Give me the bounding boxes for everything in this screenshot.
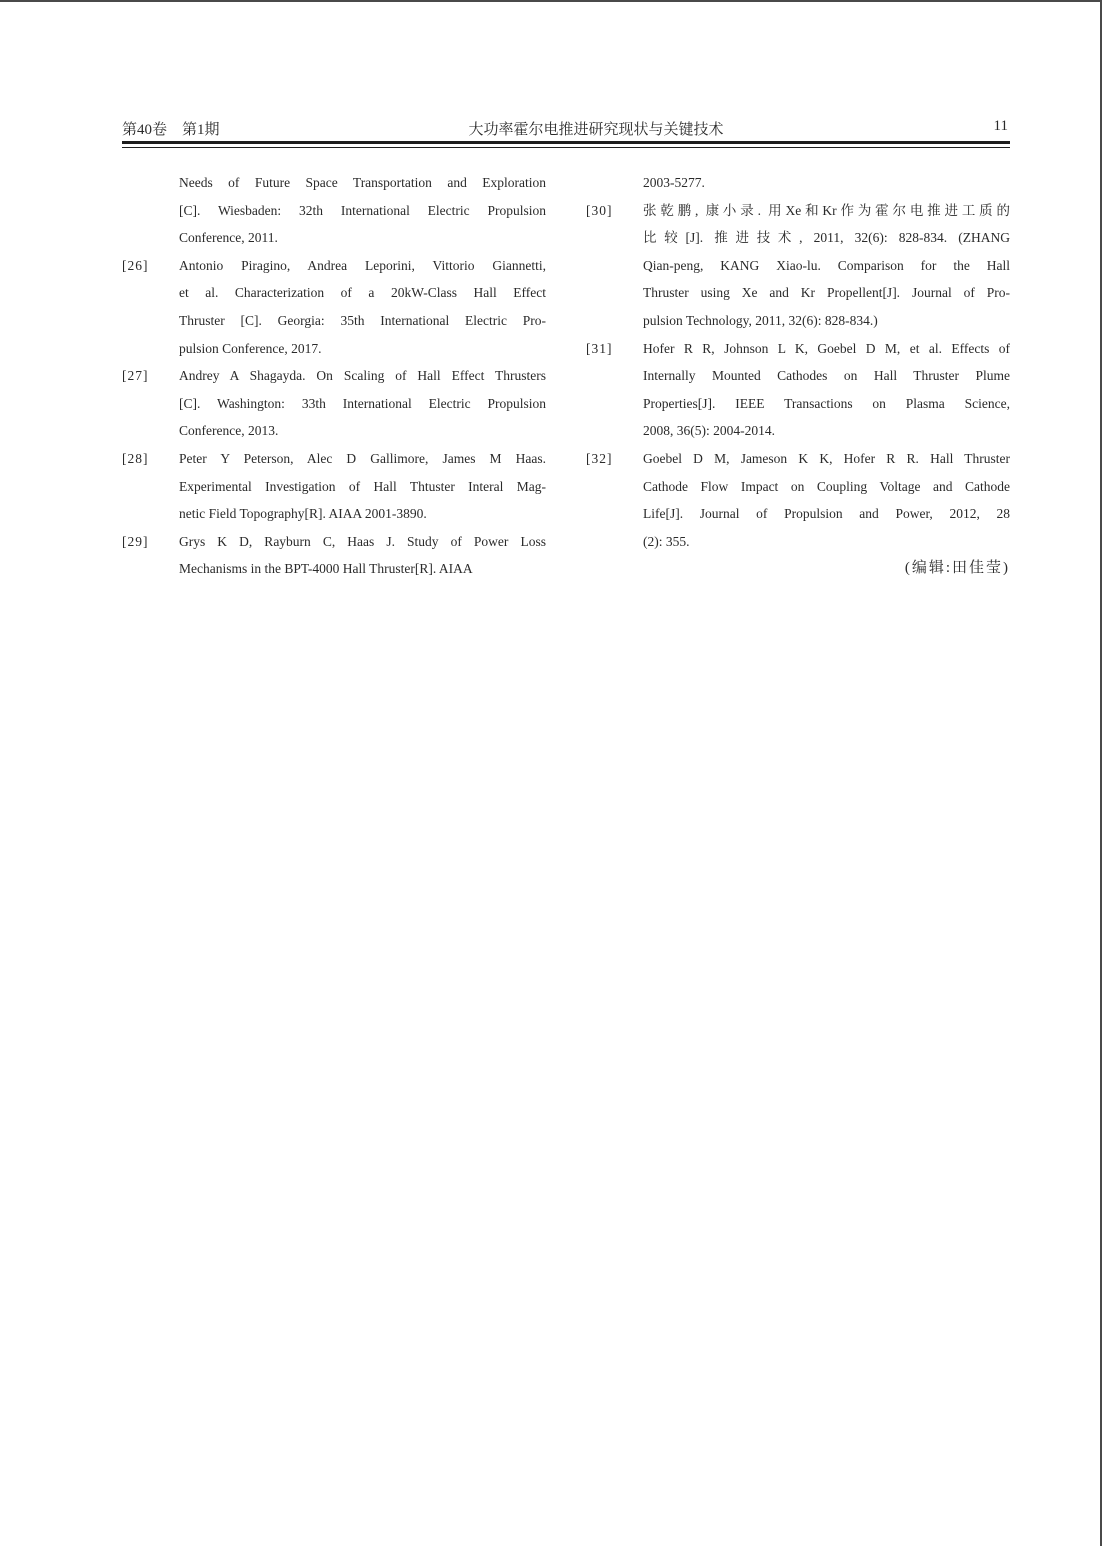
- reference-text: [643, 197, 1010, 335]
- reference-line: Mechanisms in the BPT-4000 Hall Thruster[R]. AIAA: [179, 561, 473, 577]
- reference-line: Properties[J]. IEEE Transactions on Plasma Science,: [643, 395, 1010, 411]
- references-right-column: [586, 169, 1010, 555]
- reference-text: [179, 362, 546, 445]
- reference-line: Grys K D, Rayburn C, Haas J. Study of Power Loss: [179, 533, 546, 549]
- reference-line: Goebel D M, Jameson K K, Hofer R R. Hall Thruster: [643, 450, 1010, 466]
- reference-text: [643, 445, 1010, 555]
- reference-line: 张乾鹏, 康小录. 用Xe和Kr作为霍尔电推进工质的: [643, 202, 1010, 218]
- reference-text: [179, 528, 546, 583]
- reference-line: Internally Mounted Cathodes on Hall Thruster Plume: [643, 368, 1010, 384]
- reference-line: Andrey A Shagayda. On Scaling of Hall Effect Thrusters: [179, 368, 546, 384]
- reference-line: Experimental Investigation of Hall Thtuster Interal Mag-: [179, 478, 546, 494]
- reference-entry: [122, 252, 546, 362]
- page-number: 11: [993, 118, 1008, 134]
- reference-line: [C]. Wiesbaden: 32th International Electric Propulsion: [179, 202, 546, 218]
- reference-number: [29]: [122, 533, 149, 549]
- reference-number: [30]: [586, 202, 613, 218]
- reference-entry: [586, 335, 1010, 445]
- reference-entry: [586, 197, 1010, 335]
- reference-text: [179, 252, 546, 362]
- reference-line: 2008, 36(5): 2004-2014.: [643, 423, 775, 439]
- reference-text: [643, 335, 1010, 445]
- reference-line: 2003-5277.: [643, 175, 705, 190]
- reference-line: Hofer R R, Johnson L K, Goebel D M, et al. Effects of: [643, 340, 1010, 356]
- reference-line: [C]. Washington: 33th International Electric Propulsion: [179, 395, 546, 411]
- journal-volume-issue: 第40卷 第1期: [122, 122, 220, 138]
- reference-line: pulsion Technology, 2011, 32(6): 828-834.): [643, 312, 878, 328]
- reference-text: [643, 169, 1010, 197]
- reference-line: Cathode Flow Impact on Coupling Voltage and Cathode: [643, 478, 1010, 494]
- article-title: 大功率霍尔电推进研究现状与关键技术: [468, 122, 724, 138]
- reference-number: [28]: [122, 450, 149, 466]
- reference-line: Life[J]. Journal of Propulsion and Power, 2012, 28: [643, 506, 1010, 522]
- reference-line: Needs of Future Space Transportation and Exploration: [179, 175, 546, 190]
- reference-entry: [586, 169, 1010, 197]
- reference-text: [179, 445, 546, 528]
- reference-entry: [122, 445, 546, 528]
- reference-line: Thruster [C]. Georgia: 35th International Electric Pro-: [179, 312, 546, 328]
- reference-number: [27]: [122, 368, 149, 384]
- page-border-top: [0, 0, 1102, 2]
- header-rule-thick: [122, 141, 1010, 144]
- reference-line: pulsion Conference, 2017.: [179, 340, 322, 356]
- references-left-column: [122, 169, 546, 583]
- reference-line: Conference, 2011.: [179, 230, 278, 246]
- running-header: [122, 116, 1010, 140]
- reference-line: Thruster using Xe and Kr Propellent[J]. Journal of Pro-: [643, 285, 1010, 301]
- reference-number: [32]: [586, 450, 613, 466]
- reference-entry: [122, 528, 546, 583]
- reference-line: (2): 355.: [643, 533, 690, 549]
- reference-entry: [122, 362, 546, 445]
- reference-line: et al. Characterization of a 20kW-Class Hall Effect: [179, 285, 546, 301]
- editor-note: (编辑:田佳莹): [904, 560, 1010, 576]
- reference-line: Antonio Piragino, Andrea Leporini, Vittorio Giannetti,: [179, 257, 546, 273]
- reference-number: [26]: [122, 257, 149, 273]
- reference-line: netic Field Topography[R]. AIAA 2001-3890.: [179, 506, 427, 522]
- header-rule-thin: [122, 147, 1010, 148]
- reference-line: Peter Y Peterson, Alec D Gallimore, James M Haas.: [179, 450, 546, 466]
- reference-entry: [122, 169, 546, 252]
- reference-entry: [586, 445, 1010, 555]
- reference-line: Conference, 2013.: [179, 423, 279, 439]
- reference-line: Qian-peng, KANG Xiao-lu. Comparison for the Hall: [643, 257, 1010, 273]
- reference-number: [31]: [586, 340, 613, 356]
- reference-text: [179, 169, 546, 252]
- reference-line: 比较[J]. 推进技术, 2011, 32(6): 828-834. (ZHANG: [643, 230, 1010, 246]
